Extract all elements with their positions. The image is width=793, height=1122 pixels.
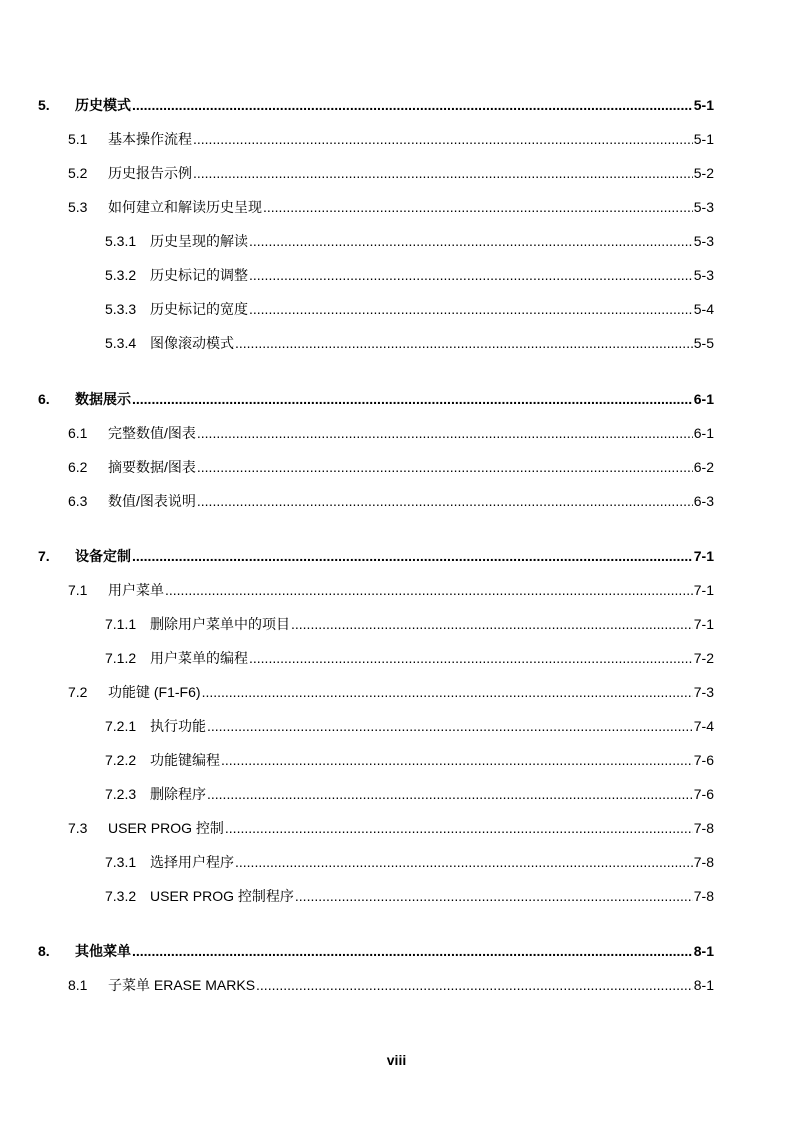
toc-entry (105, 232, 714, 250)
toc-entry-page: 7-1 (693, 582, 714, 598)
toc-entry-number: 6. (38, 391, 50, 407)
toc-dot-leader (202, 683, 693, 701)
toc-dot-leader (132, 547, 693, 565)
toc-entry-title: 其他菜单 (75, 943, 131, 959)
toc-dot-leader (235, 334, 693, 352)
toc-entry (105, 785, 714, 803)
toc-entry (68, 164, 714, 182)
toc-entry-number: 5.3.2 (105, 267, 137, 283)
toc-entry-number: 6.3 (68, 493, 88, 509)
toc-entry (105, 615, 714, 633)
toc-entry (68, 130, 714, 148)
toc-entry-title: 图像滚动模式 (150, 335, 234, 351)
toc-dot-leader (249, 266, 693, 284)
toc-entry-page: 5-2 (693, 165, 714, 181)
toc-dot-leader (221, 751, 693, 769)
toc-entry-page: 6-1 (693, 425, 714, 441)
toc-entry-number: 5.3.4 (105, 335, 137, 351)
toc-entry-page: 7-6 (693, 752, 714, 768)
toc-entry-title: 删除用户菜单中的项目 (150, 616, 290, 632)
toc-dot-leader (132, 942, 693, 960)
toc-entry-title: 功能键编程 (150, 752, 220, 768)
toc-entry-number: 5.2 (68, 165, 88, 181)
toc-entry-title: 历史标记的调整 (150, 267, 248, 283)
toc-entry-title: 子菜单 ERASE MARKS (108, 977, 256, 993)
toc-dot-leader (207, 717, 693, 735)
toc-entry-number: 6.1 (68, 425, 88, 441)
toc-entry-number: 7.2.3 (105, 786, 137, 802)
toc-entry-page: 5-3 (693, 267, 714, 283)
toc-entry-page: 5-3 (693, 233, 714, 249)
toc-entry-title: 数值/图表说明 (108, 493, 196, 509)
toc-dot-leader (197, 424, 693, 442)
toc-chapter-entry (38, 547, 714, 565)
toc-entry-title: 用户菜单的编程 (150, 650, 248, 666)
toc-entry-title: 删除程序 (150, 786, 206, 802)
toc-entry (105, 751, 714, 769)
toc-entry-page: 7-4 (693, 718, 714, 734)
toc-entry-page: 6-1 (693, 391, 714, 407)
toc-entry-page: 5-3 (693, 199, 714, 215)
toc-chapter-entry (38, 942, 714, 960)
toc-dot-leader (225, 819, 693, 837)
toc-entry (68, 458, 714, 476)
toc-entry-title: 历史模式 (75, 97, 131, 113)
toc-dot-leader (249, 232, 693, 250)
toc-entry-number: 8. (38, 943, 50, 959)
toc-dot-leader (291, 615, 693, 633)
toc-entry-title: 用户菜单 (108, 582, 164, 598)
toc-entry-page: 5-5 (693, 335, 714, 351)
toc-dot-leader (193, 130, 693, 148)
toc-entry (105, 853, 714, 871)
toc-entry-number: 7.2.1 (105, 718, 137, 734)
toc-entry-page: 7-1 (693, 616, 714, 632)
toc-entry-title: 历史报告示例 (108, 165, 192, 181)
toc-entry-page: 7-8 (693, 820, 714, 836)
toc-entry-number: 5.3.3 (105, 301, 137, 317)
toc-entry-number: 5.3.1 (105, 233, 137, 249)
toc-entry (105, 300, 714, 318)
toc-entry-title: 数据展示 (75, 391, 131, 407)
toc-entry-title: 摘要数据/图表 (108, 459, 196, 475)
toc-entry (68, 683, 714, 701)
toc-entry-title: 如何建立和解读历史呈现 (108, 199, 262, 215)
toc-dot-leader (249, 300, 693, 318)
toc-entry-number: 7.1.1 (105, 616, 137, 632)
toc-entry-number: 5.3 (68, 199, 88, 215)
toc-chapter-entry (38, 96, 714, 114)
toc-entry (68, 492, 714, 510)
toc-entry-page: 5-4 (693, 301, 714, 317)
toc-entry-number: 5.1 (68, 131, 88, 147)
toc-entry-number: 7.3.2 (105, 888, 137, 904)
toc-entry (105, 266, 714, 284)
toc-dot-leader (165, 581, 693, 599)
toc-entry (68, 424, 714, 442)
toc-dot-leader (132, 96, 693, 114)
toc-entry-title: 历史标记的宽度 (150, 301, 248, 317)
toc-dot-leader (207, 785, 693, 803)
toc-entry-title: 选择用户程序 (150, 854, 234, 870)
toc-entry-page: 7-2 (693, 650, 714, 666)
toc-dot-leader (235, 853, 693, 871)
toc-dot-leader (263, 198, 693, 216)
toc-entry (68, 976, 714, 994)
toc-dot-leader (197, 492, 693, 510)
toc-entry-number: 5. (38, 97, 50, 113)
toc-entry-number: 7.3 (68, 820, 88, 836)
toc-entry-page: 6-2 (693, 459, 714, 475)
toc-dot-leader (197, 458, 693, 476)
toc-entry-title: 完整数值/图表 (108, 425, 196, 441)
toc-entry-number: 7.3.1 (105, 854, 137, 870)
toc-entry (68, 819, 714, 837)
toc-entry-title: 历史呈现的解读 (150, 233, 248, 249)
toc-entry-page: 5-1 (693, 131, 714, 147)
toc-entry-title: USER PROG 控制 (108, 820, 224, 836)
toc-entry-title: 设备定制 (75, 548, 131, 564)
toc-entry (105, 649, 714, 667)
toc-entry-page: 7-1 (693, 548, 714, 564)
toc-entry (68, 198, 714, 216)
toc-entry-page: 7-8 (693, 888, 714, 904)
toc-entry-title: 功能键 (F1-F6) (108, 684, 201, 700)
toc-entry-page: 8-1 (693, 943, 714, 959)
toc-entry-page: 7-8 (693, 854, 714, 870)
toc-entry-number: 7.1 (68, 582, 88, 598)
toc-entry-page: 8-1 (693, 977, 714, 993)
toc-dot-leader (132, 390, 693, 408)
toc-entry (105, 334, 714, 352)
toc-entry-number: 7. (38, 548, 50, 564)
page-number: viii (386, 1052, 407, 1068)
toc-entry-title: 基本操作流程 (108, 131, 192, 147)
toc-entry (68, 581, 714, 599)
toc-entry-number: 7.2.2 (105, 752, 137, 768)
toc-entry-number: 7.1.2 (105, 650, 137, 666)
toc-chapter-entry (38, 390, 714, 408)
toc-entry-page: 5-1 (693, 97, 714, 113)
toc-entry (105, 717, 714, 735)
toc-dot-leader (295, 887, 693, 905)
toc-entry-title: 执行功能 (150, 718, 206, 734)
toc-entry-number: 8.1 (68, 977, 88, 993)
toc-entry-page: 7-6 (693, 786, 714, 802)
toc-entry (105, 887, 714, 905)
toc-dot-leader (193, 164, 693, 182)
toc-entry-title: USER PROG 控制程序 (150, 888, 294, 904)
toc-entry-page: 7-3 (693, 684, 714, 700)
toc-entry-page: 6-3 (693, 493, 714, 509)
toc-dot-leader (256, 976, 693, 994)
toc-dot-leader (249, 649, 693, 667)
toc-entry-number: 7.2 (68, 684, 88, 700)
toc-entry-number: 6.2 (68, 459, 88, 475)
